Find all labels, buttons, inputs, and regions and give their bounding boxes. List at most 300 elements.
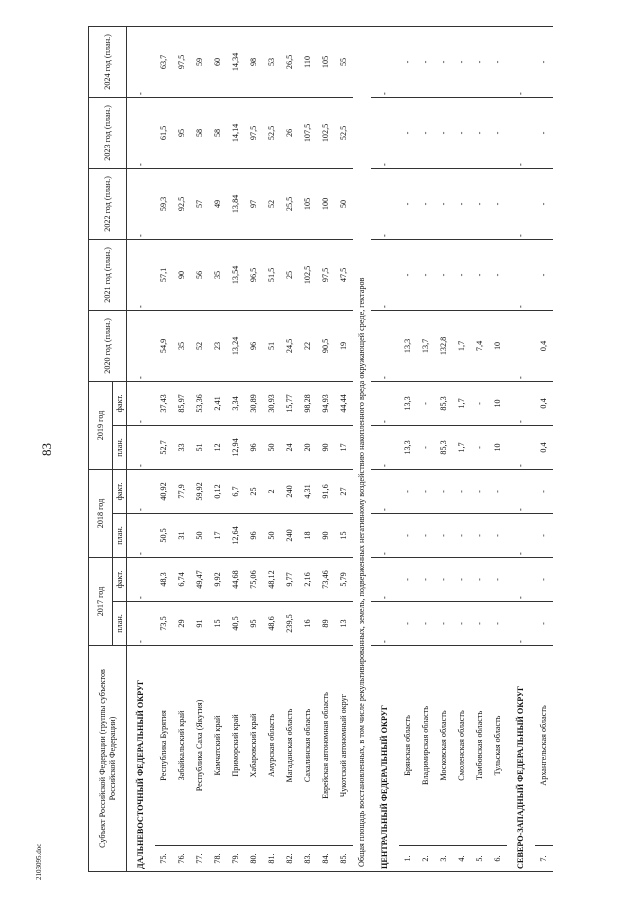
header-plan-2022: 2022 год (план.) [89, 168, 127, 239]
value-cell: 3,34 [227, 381, 245, 425]
value-cell: 24,5 [281, 310, 299, 381]
value-cell: 1,7 [453, 381, 471, 425]
value-cell: 15 [209, 601, 227, 645]
table-row [471, 26, 489, 871]
value-cell: 98,28 [299, 381, 317, 425]
value-cell: 51 [263, 310, 281, 381]
value-cell: 10 [489, 310, 507, 381]
value-cell: - [489, 168, 507, 239]
value-cell: 51 [191, 425, 209, 469]
value-cell: - [371, 97, 399, 168]
value-cell: 20 [299, 425, 317, 469]
value-cell: 50 [191, 513, 209, 557]
value-cell: - [127, 310, 155, 381]
value-cell: - [507, 557, 535, 601]
value-cell: - [507, 381, 535, 425]
value-cell: 13,84 [227, 168, 245, 239]
value-cell: 91,6 [317, 469, 335, 513]
row-number: 82. [281, 846, 299, 872]
value-cell: 13,24 [227, 310, 245, 381]
value-cell: 17 [209, 513, 227, 557]
value-cell: 35 [173, 310, 191, 381]
value-cell: - [127, 425, 155, 469]
table-row [299, 26, 317, 871]
row-number: 84. [317, 846, 335, 872]
row-number: 5. [471, 846, 489, 872]
region-name: Республика Саха (Якутия) [191, 645, 209, 845]
value-cell: - [399, 26, 417, 97]
value-cell: 59,3 [155, 168, 173, 239]
value-cell: 239,5 [281, 601, 299, 645]
value-cell: 96 [245, 513, 263, 557]
document-footer-code: 2103095.doc [35, 843, 43, 880]
value-cell: - [371, 425, 399, 469]
value-cell: 90 [317, 513, 335, 557]
value-cell: 22 [299, 310, 317, 381]
value-cell: 13,3 [399, 381, 417, 425]
header-subject: Субъект Российской Федерации (группы субъектов Российской Федерации) [89, 645, 127, 871]
value-cell: - [435, 513, 453, 557]
value-cell: - [127, 97, 155, 168]
table-row [317, 26, 335, 871]
value-cell: - [471, 601, 489, 645]
value-cell: 1,7 [453, 310, 471, 381]
value-cell: 52,7 [155, 425, 173, 469]
table-row [453, 26, 471, 871]
value-cell: 96,5 [245, 239, 263, 310]
value-cell: 97,5 [317, 239, 335, 310]
value-cell: - [471, 557, 489, 601]
value-cell: - [453, 601, 471, 645]
table-row [335, 26, 353, 871]
value-cell: 2 [263, 469, 281, 513]
value-cell: - [453, 26, 471, 97]
note-text: Общая площадь восстановленных, в том числе рекультивированных, земель, подверженных негативному воздействию накопленного вреда окружающей среде, гектаров [353, 26, 371, 871]
value-cell: 55 [335, 26, 353, 97]
region-name: Хабаровский край [245, 645, 263, 845]
row-number: 83. [299, 846, 317, 872]
value-cell: 24 [281, 425, 299, 469]
value-cell: 61,5 [155, 97, 173, 168]
value-cell: 23 [209, 310, 227, 381]
value-cell: - [435, 26, 453, 97]
value-cell: - [371, 513, 399, 557]
value-cell: - [507, 513, 535, 557]
value-cell: - [507, 310, 535, 381]
value-cell: 6,74 [173, 557, 191, 601]
value-cell: 0,4 [535, 381, 553, 425]
value-cell: - [417, 601, 435, 645]
value-cell: 85,97 [173, 381, 191, 425]
header-2017-fact: факт. [113, 557, 127, 601]
region-name: Магаданская область [281, 645, 299, 845]
value-cell: - [535, 601, 553, 645]
value-cell: 91 [191, 601, 209, 645]
page-number: 83 [39, 443, 54, 456]
value-cell: 26,5 [281, 26, 299, 97]
value-cell: 4,31 [299, 469, 317, 513]
table-note-row [353, 26, 371, 871]
region-name: Сахалинская область [299, 645, 317, 845]
region-name: Амурская область [263, 645, 281, 845]
value-cell: 44,68 [227, 557, 245, 601]
value-cell: 12,94 [227, 425, 245, 469]
region-name: Камчатский край [209, 645, 227, 845]
value-cell: 13,54 [227, 239, 245, 310]
table-row [155, 26, 173, 871]
value-cell: 13,3 [399, 310, 417, 381]
region-name: Приморский край [227, 645, 245, 845]
table-row [191, 26, 209, 871]
value-cell: 48,6 [263, 601, 281, 645]
value-cell: - [489, 469, 507, 513]
region-name: Еврейская автономная область [317, 645, 335, 845]
value-cell: 105 [299, 168, 317, 239]
value-cell: 35 [209, 239, 227, 310]
value-cell: 85,3 [435, 425, 453, 469]
header-plan-2024: 2024 год (план.) [89, 26, 127, 97]
value-cell: 12,64 [227, 513, 245, 557]
value-cell: 6,7 [227, 469, 245, 513]
value-cell: - [507, 601, 535, 645]
value-cell: - [417, 469, 435, 513]
region-name: Чукотский автономный округ [335, 645, 353, 845]
value-cell: - [507, 425, 535, 469]
section-name: ЦЕНТРАЛЬНЫЙ ФЕДЕРАЛЬНЫЙ ОКРУГ [371, 645, 399, 871]
value-cell: 33 [173, 425, 191, 469]
value-cell: 17 [335, 425, 353, 469]
value-cell: - [489, 513, 507, 557]
value-cell: 96 [245, 310, 263, 381]
header-2019-plan: план. [113, 425, 127, 469]
section-row [507, 26, 535, 871]
value-cell: 14,14 [227, 97, 245, 168]
value-cell: - [399, 513, 417, 557]
rotated-table-container [88, 27, 598, 872]
value-cell: 52,5 [263, 97, 281, 168]
value-cell: 30,89 [245, 381, 263, 425]
value-cell: - [489, 97, 507, 168]
value-cell: 7,4 [471, 310, 489, 381]
region-name: Забайкальский край [173, 645, 191, 845]
value-cell: 53 [263, 26, 281, 97]
value-cell: - [535, 239, 553, 310]
value-cell: - [453, 97, 471, 168]
value-cell: 98 [245, 26, 263, 97]
value-cell: 240 [281, 513, 299, 557]
value-cell: - [127, 239, 155, 310]
table-row [535, 26, 553, 871]
value-cell: 75,06 [245, 557, 263, 601]
value-cell: 15 [335, 513, 353, 557]
value-cell: 102,5 [299, 239, 317, 310]
value-cell: 94,93 [317, 381, 335, 425]
value-cell: - [371, 168, 399, 239]
value-cell: - [535, 26, 553, 97]
value-cell: 48,12 [263, 557, 281, 601]
table-row [227, 26, 245, 871]
value-cell: - [371, 26, 399, 97]
header-2019-fact: факт. [113, 381, 127, 425]
row-number: 7. [535, 846, 553, 872]
value-cell: - [453, 239, 471, 310]
value-cell: 97,5 [245, 97, 263, 168]
value-cell: 19 [335, 310, 353, 381]
region-name: Смоленская область [453, 645, 471, 845]
value-cell: 16 [299, 601, 317, 645]
value-cell: - [535, 168, 553, 239]
region-name: Республика Бурятия [155, 645, 173, 845]
value-cell: 51,5 [263, 239, 281, 310]
row-number: 81. [263, 846, 281, 872]
value-cell: 132,8 [435, 310, 453, 381]
section-row [127, 26, 155, 871]
value-cell: 44,44 [335, 381, 353, 425]
value-cell: - [489, 557, 507, 601]
value-cell: 90,5 [317, 310, 335, 381]
value-cell: 53,36 [191, 381, 209, 425]
region-name: Архангельская область [535, 645, 553, 845]
row-number: 85. [335, 846, 353, 872]
value-cell: 13 [335, 601, 353, 645]
value-cell: - [489, 239, 507, 310]
value-cell: 12 [209, 425, 227, 469]
header-year-2019: 2019 год [89, 381, 113, 469]
region-name: Владимирская область [417, 645, 435, 845]
value-cell: 0,4 [535, 310, 553, 381]
value-cell: 13,7 [417, 310, 435, 381]
value-cell: 47,5 [335, 239, 353, 310]
value-cell: 95 [245, 601, 263, 645]
row-number: 6. [489, 846, 507, 872]
value-cell: 73,5 [155, 601, 173, 645]
value-cell: 63,7 [155, 26, 173, 97]
value-cell: - [417, 97, 435, 168]
value-cell: - [127, 513, 155, 557]
region-name: Московская область [435, 645, 453, 845]
value-cell: - [507, 239, 535, 310]
value-cell: 59 [191, 26, 209, 97]
row-number: 77. [191, 846, 209, 872]
value-cell: 15,77 [281, 381, 299, 425]
section-row [371, 26, 399, 871]
value-cell: 25 [281, 239, 299, 310]
region-name: Брянская область [399, 645, 417, 845]
value-cell: - [127, 601, 155, 645]
region-name: Тамбовская область [471, 645, 489, 845]
value-cell: 18 [299, 513, 317, 557]
row-number: 4. [453, 846, 471, 872]
value-cell: - [435, 557, 453, 601]
value-cell: - [399, 239, 417, 310]
value-cell: 5,79 [335, 557, 353, 601]
table-row [263, 26, 281, 871]
value-cell: - [453, 469, 471, 513]
value-cell: - [399, 97, 417, 168]
value-cell: 0,4 [535, 425, 553, 469]
value-cell: - [471, 168, 489, 239]
value-cell: 50,5 [155, 513, 173, 557]
value-cell: - [471, 513, 489, 557]
value-cell: - [371, 601, 399, 645]
value-cell: - [535, 513, 553, 557]
section-name: СЕВЕРО-ЗАПАДНЫЙ ФЕДЕРАЛЬНЫЙ ОКРУГ [507, 645, 535, 871]
value-cell: 40,92 [155, 469, 173, 513]
value-cell: - [127, 26, 155, 97]
value-cell: - [417, 239, 435, 310]
section-name: ДАЛЬНЕВОСТОЧНЫЙ ФЕДЕРАЛЬНЫЙ ОКРУГ [127, 645, 155, 871]
region-name: Тульская область [489, 645, 507, 845]
value-cell: 25,5 [281, 168, 299, 239]
value-cell: - [489, 601, 507, 645]
table-header [89, 26, 127, 871]
value-cell: - [399, 168, 417, 239]
value-cell: 85,3 [435, 381, 453, 425]
value-cell: - [471, 469, 489, 513]
value-cell: 110 [299, 26, 317, 97]
table-row [435, 26, 453, 871]
table-body [127, 26, 553, 871]
value-cell: 100 [317, 168, 335, 239]
value-cell: - [127, 469, 155, 513]
value-cell: 40,5 [227, 601, 245, 645]
value-cell: - [535, 97, 553, 168]
value-cell: 10 [489, 381, 507, 425]
value-cell: - [371, 469, 399, 513]
value-cell: 105 [317, 26, 335, 97]
value-cell: - [417, 425, 435, 469]
value-cell: 52 [263, 168, 281, 239]
value-cell: - [435, 239, 453, 310]
value-cell: 2,16 [299, 557, 317, 601]
value-cell: 13,3 [399, 425, 417, 469]
row-number: 80. [245, 846, 263, 872]
value-cell: 14,34 [227, 26, 245, 97]
value-cell: 57 [191, 168, 209, 239]
value-cell: - [417, 168, 435, 239]
header-year-2018: 2018 год [89, 469, 113, 557]
value-cell: 240 [281, 469, 299, 513]
value-cell: - [435, 601, 453, 645]
value-cell: 25 [245, 469, 263, 513]
value-cell: 26 [281, 97, 299, 168]
row-number: 76. [173, 846, 191, 872]
value-cell: 0,12 [209, 469, 227, 513]
value-cell: - [507, 97, 535, 168]
value-cell: - [371, 557, 399, 601]
value-cell: 89 [317, 601, 335, 645]
value-cell: - [471, 26, 489, 97]
value-cell: 30,93 [263, 381, 281, 425]
header-plan-2020: 2020 год (план.) [89, 310, 127, 381]
value-cell: 9,77 [281, 557, 299, 601]
value-cell: - [471, 425, 489, 469]
value-cell: - [417, 26, 435, 97]
value-cell: - [417, 513, 435, 557]
table-row [489, 26, 507, 871]
value-cell: - [399, 469, 417, 513]
table-row [281, 26, 299, 871]
value-cell: 54,9 [155, 310, 173, 381]
value-cell: 9,92 [209, 557, 227, 601]
value-cell: - [453, 513, 471, 557]
value-cell: - [471, 239, 489, 310]
value-cell: 2,41 [209, 381, 227, 425]
row-number: 3. [435, 846, 453, 872]
value-cell: - [535, 557, 553, 601]
value-cell: - [127, 381, 155, 425]
value-cell: - [399, 557, 417, 601]
value-cell: 97 [245, 168, 263, 239]
value-cell: 31 [173, 513, 191, 557]
value-cell: 1,7 [453, 425, 471, 469]
value-cell: 96 [245, 425, 263, 469]
value-cell: - [535, 469, 553, 513]
value-cell: - [489, 26, 507, 97]
value-cell: 48,3 [155, 557, 173, 601]
value-cell: 97,5 [173, 26, 191, 97]
value-cell: - [435, 168, 453, 239]
value-cell: - [435, 97, 453, 168]
value-cell: 56 [191, 239, 209, 310]
value-cell: - [471, 97, 489, 168]
value-cell: 50 [335, 168, 353, 239]
value-cell: 49,47 [191, 557, 209, 601]
header-2018-plan: план. [113, 513, 127, 557]
value-cell: 10 [489, 425, 507, 469]
value-cell: - [127, 168, 155, 239]
row-number: 79. [227, 846, 245, 872]
value-cell: 73,46 [317, 557, 335, 601]
value-cell: 57,1 [155, 239, 173, 310]
value-cell: 102,5 [317, 97, 335, 168]
table-row [417, 26, 435, 871]
value-cell: - [507, 26, 535, 97]
value-cell: 95 [173, 97, 191, 168]
table-row [245, 26, 263, 871]
header-plan-2021: 2021 год (план.) [89, 239, 127, 310]
value-cell: - [471, 381, 489, 425]
value-cell: - [453, 557, 471, 601]
data-table [88, 26, 553, 872]
table-row [209, 26, 227, 871]
value-cell: - [371, 381, 399, 425]
value-cell: 49 [209, 168, 227, 239]
row-number: 1. [399, 846, 417, 872]
table-row [173, 26, 191, 871]
header-year-2017: 2017 год [89, 557, 113, 645]
value-cell: 90 [317, 425, 335, 469]
value-cell: - [417, 557, 435, 601]
row-number: 75. [155, 846, 173, 872]
value-cell: - [399, 601, 417, 645]
value-cell: 50 [263, 513, 281, 557]
value-cell: 90 [173, 239, 191, 310]
value-cell: 59,92 [191, 469, 209, 513]
value-cell: 50 [263, 425, 281, 469]
header-plan-2023: 2023 год (план.) [89, 97, 127, 168]
value-cell: 52,5 [335, 97, 353, 168]
value-cell: 27 [335, 469, 353, 513]
value-cell: 58 [209, 97, 227, 168]
value-cell: - [371, 310, 399, 381]
value-cell: 29 [173, 601, 191, 645]
value-cell: 107,5 [299, 97, 317, 168]
value-cell: 92,5 [173, 168, 191, 239]
header-2018-fact: факт. [113, 469, 127, 513]
value-cell: 60 [209, 26, 227, 97]
value-cell: 37,43 [155, 381, 173, 425]
